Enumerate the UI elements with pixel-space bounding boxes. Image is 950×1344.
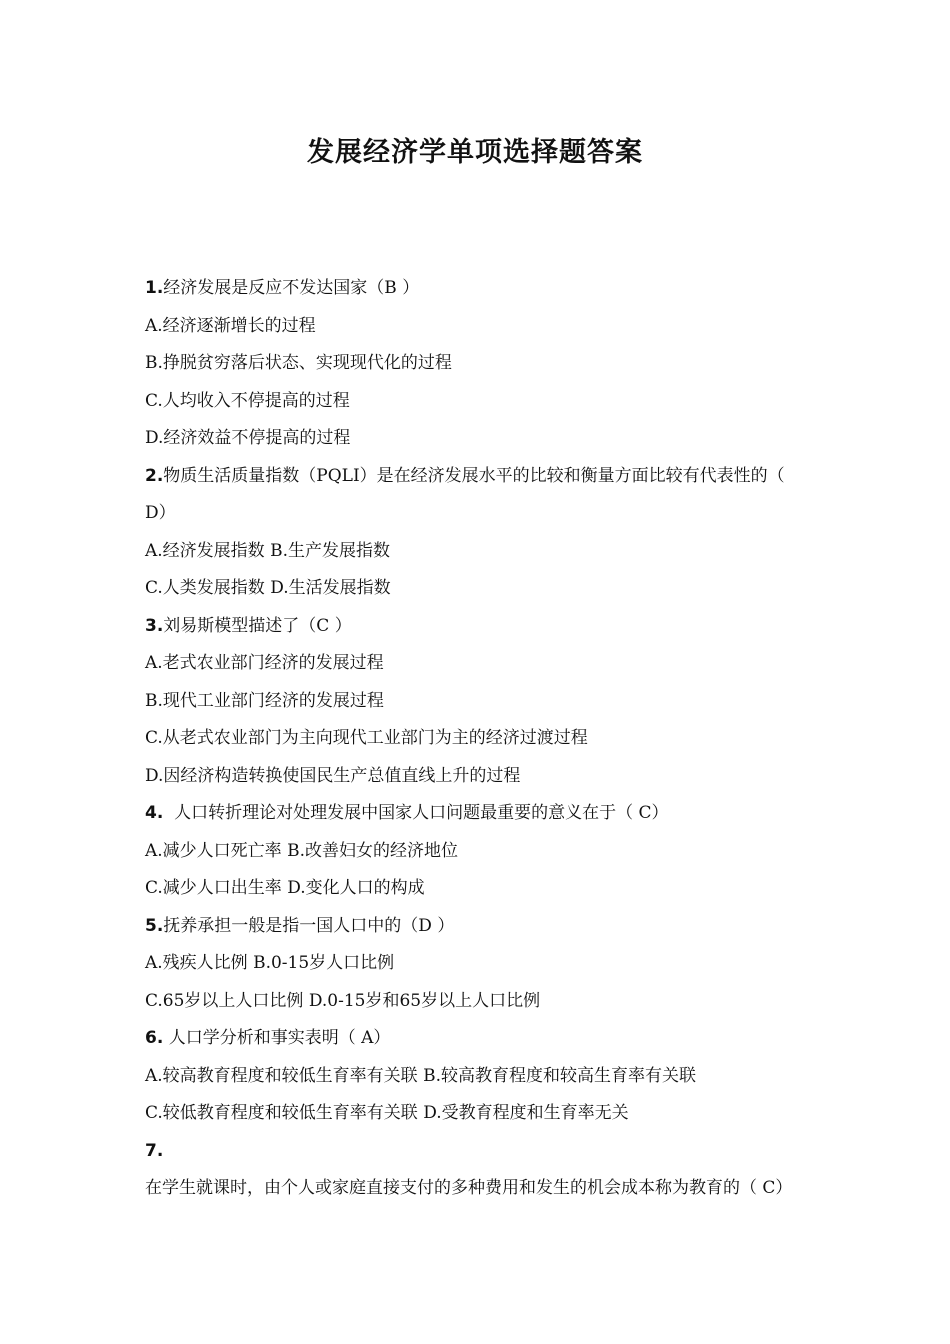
question-1 xyxy=(145,270,805,308)
question-text: 刘易斯模型描述了（C ） xyxy=(163,615,352,636)
option-line: A.经济逐渐增长的过程 xyxy=(145,315,316,336)
question-number: 1. xyxy=(145,278,164,298)
question-text: 抚养承担一般是指一国人口中的（D ） xyxy=(163,915,455,936)
option-line: A.老式农业部门经济的发展过程 xyxy=(145,653,384,673)
option-line: C.人类发展指数 D.生活发展指数 xyxy=(145,578,391,598)
option-line: B.挣脱贫穷落后状态、实现现代化的过程 xyxy=(145,353,452,373)
question-7 xyxy=(145,1133,805,1208)
option-line: D.经济效益不停提高的过程 xyxy=(145,428,351,448)
question-text: 人口转折理论对处理发展中国家人口问题最重要的意义在于（ C） xyxy=(163,803,669,823)
question-number: 5. xyxy=(145,915,164,936)
question-4 xyxy=(145,795,805,833)
option-line: C.较低教育程度和较低生育率有关联 D.受教育程度和生育率无关 xyxy=(145,1103,629,1123)
option-line: A.经济发展指数 B.生产发展指数 xyxy=(145,540,390,561)
question-list xyxy=(145,270,805,1208)
option-line: C.从老式农业部门为主向现代工业部门为主的经济过渡过程 xyxy=(145,728,588,748)
question-2 xyxy=(145,458,805,533)
question-text: 人口学分析和事实表明（ A） xyxy=(163,1028,391,1048)
option-line: C.减少人口出生率 D.变化人口的构成 xyxy=(145,878,425,898)
question-text: 在学生就课时，由个人或家庭直接支付的多种费用和发生的机会成本称为教育的（ C） xyxy=(145,1178,793,1198)
question-number: 3. xyxy=(145,615,164,636)
option-line: A.残疾人比例 B.0-15岁人口比例 xyxy=(145,953,395,973)
option-line: C.65岁以上人口比例 D.0-15岁和65岁以上人口比例 xyxy=(145,990,541,1011)
question-number: 7. xyxy=(145,1140,164,1161)
option-line: D.因经济构造转换使国民生产总值直线上升的过程 xyxy=(145,765,521,786)
question-6 xyxy=(145,1020,805,1058)
option-line: A.减少人口死亡率 B.改善妇女的经济地位 xyxy=(145,840,458,861)
question-number: 6. xyxy=(145,1028,164,1048)
question-text: 经济发展是反应不发达国家（B ） xyxy=(163,278,420,298)
question-number: 2. xyxy=(145,465,164,486)
question-number: 4. xyxy=(145,803,164,823)
option-line: A.较高教育程度和较低生育率有关联 B.较高教育程度和较高生育率有关联 xyxy=(145,1065,696,1086)
option-line: C.人均收入不停提高的过程 xyxy=(145,390,350,411)
question-text: 物质生活质量指数（PQLI）是在经济发展水平的比较和衡量方面比较有代表性的（ D） xyxy=(145,465,785,523)
option-line: B.现代工业部门经济的发展过程 xyxy=(145,690,384,711)
question-5 xyxy=(145,908,805,946)
question-3 xyxy=(145,608,805,646)
document-title: 发展经济学单项选择题答案 xyxy=(307,137,643,168)
